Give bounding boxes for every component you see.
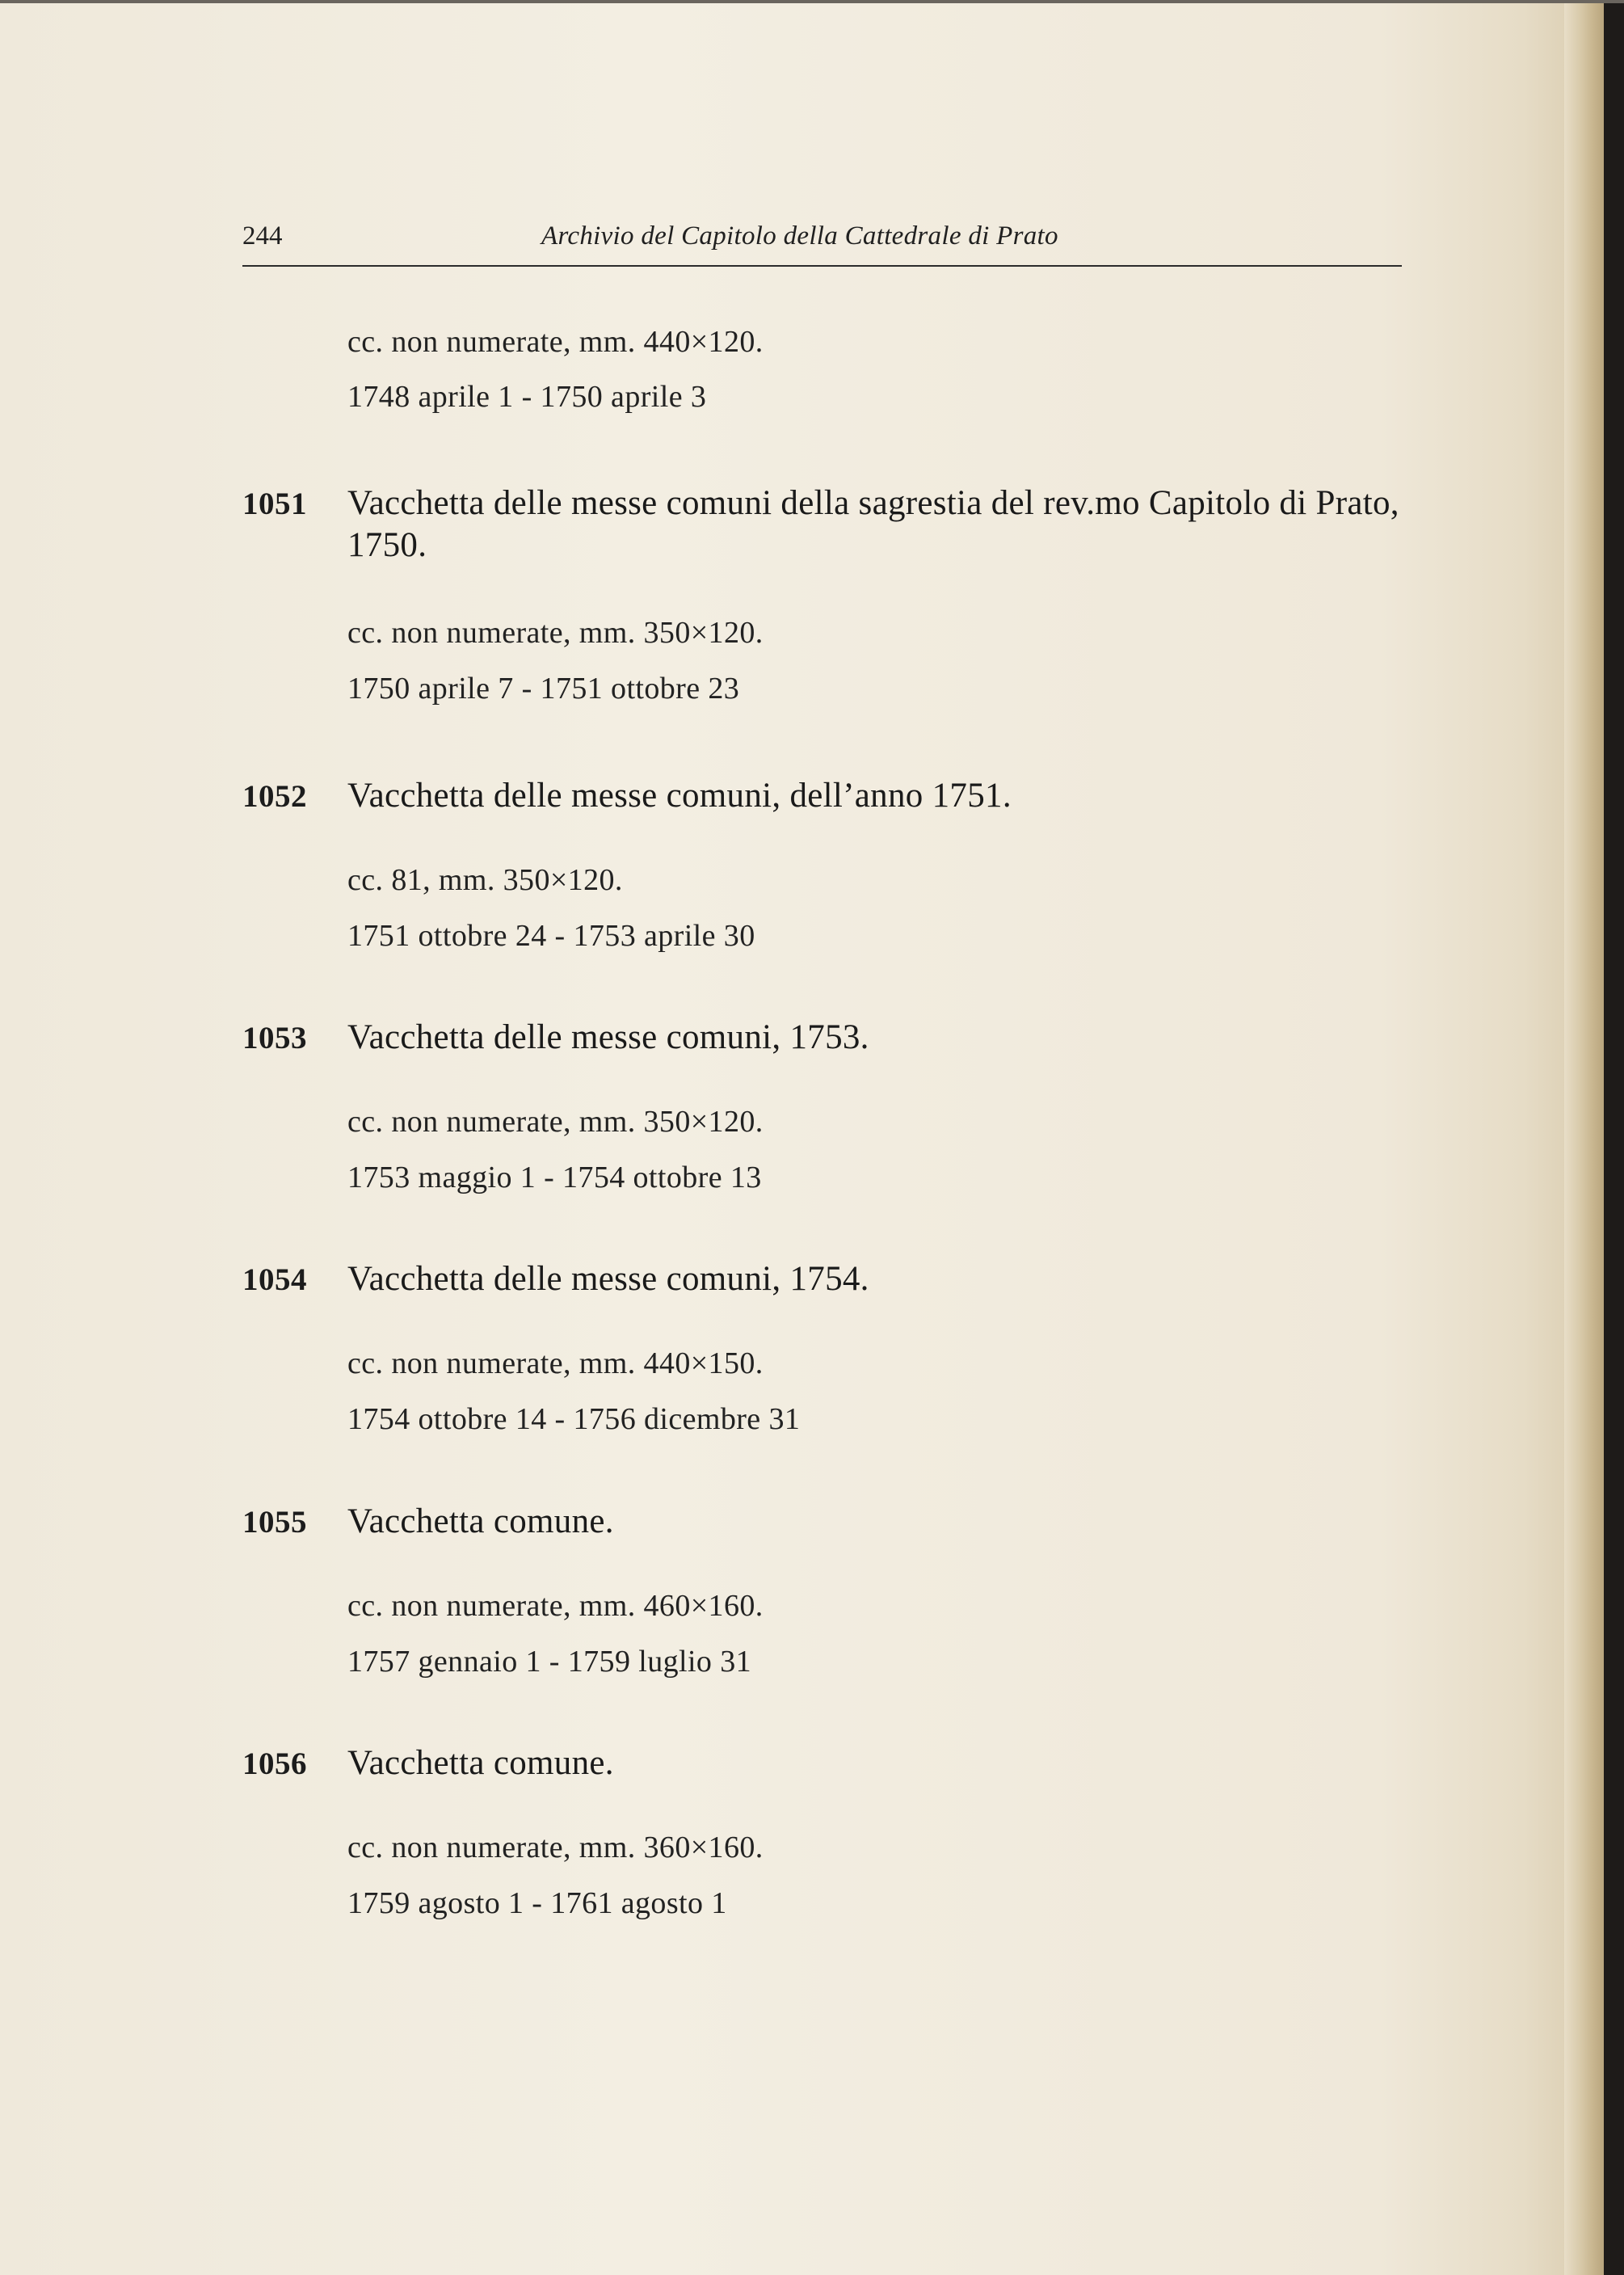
entry-number: 1052 <box>242 779 307 814</box>
page-edge-shadow <box>1564 0 1604 2275</box>
entry-description: cc. non numerate, mm. 350×120. <box>347 1105 764 1139</box>
scan-background <box>1604 0 1624 2275</box>
entry-date-range: 1754 ottobre 14 - 1756 dicembre 31 <box>347 1402 801 1436</box>
entry-number: 1053 <box>242 1021 307 1055</box>
entry-description: cc. non numerate, mm. 350×120. <box>347 616 764 650</box>
entry-description: cc. non numerate, mm. 460×160. <box>347 1589 764 1623</box>
entry-description: cc. non numerate, mm. 360×160. <box>347 1831 764 1864</box>
continued-description: cc. non numerate, mm. 440×120. <box>347 325 764 359</box>
entry-title: Vacchetta comune. <box>347 1502 614 1540</box>
entry-date-range: 1757 gennaio 1 - 1759 luglio 31 <box>347 1645 752 1679</box>
running-title: Archivio del Capitolo della Cattedrale di Prato <box>541 221 1058 251</box>
entry-number: 1055 <box>242 1505 307 1540</box>
entry-number: 1051 <box>242 487 307 521</box>
entry-title: Vacchetta delle messe comuni della sagrestia del rev.mo Capitolo di Prato, 1750. <box>347 484 1399 564</box>
entry-description: cc. non numerate, mm. 440×150. <box>347 1346 764 1380</box>
entry-number: 1054 <box>242 1262 307 1297</box>
page-number: 244 <box>242 221 283 251</box>
entry-date-range: 1750 aprile 7 - 1751 ottobre 23 <box>347 672 740 706</box>
entry-date-range: 1759 agosto 1 - 1761 agosto 1 <box>347 1886 727 1920</box>
entry-title: Vacchetta delle messe comuni, dell’anno 1751. <box>347 777 1012 815</box>
top-scan-border <box>0 0 1624 3</box>
entry-title: Vacchetta comune. <box>347 1744 614 1782</box>
entry-number: 1056 <box>242 1746 307 1781</box>
entry-description: cc. 81, mm. 350×120. <box>347 863 623 897</box>
entry-date-range: 1751 ottobre 24 - 1753 aprile 30 <box>347 919 755 953</box>
continued-date-range: 1748 aprile 1 - 1750 aprile 3 <box>347 380 707 414</box>
entry-title: Vacchetta delle messe comuni, 1754. <box>347 1260 869 1298</box>
running-head <box>242 218 1402 267</box>
entry-title: Vacchetta delle messe comuni, 1753. <box>347 1018 869 1056</box>
entry-date-range: 1753 maggio 1 - 1754 ottobre 13 <box>347 1161 762 1194</box>
